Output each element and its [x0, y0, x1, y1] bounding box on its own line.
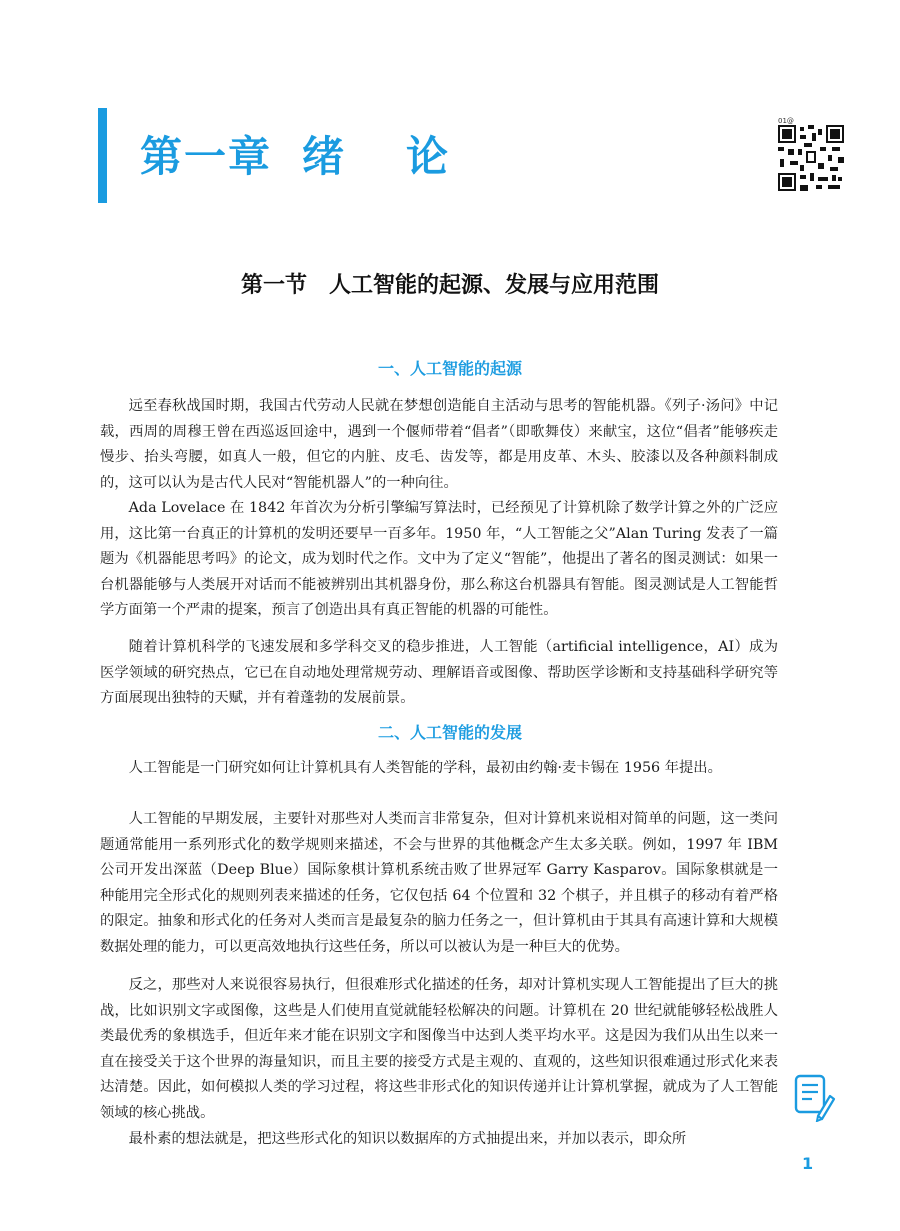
chapter-title-word-2: 论	[406, 132, 451, 181]
paragraph-origin-3: 随着计算机科学的飞速发展和多学科交叉的稳步推进，人工智能（artificial intelligence，AI）成为医学领域的研究热点，它已在自动地处理常规劳动、理解语音或图像、帮助医学诊断和支持基础科学研究等方面展现出独特的天赋，并有着蓬勃的发展前景。	[100, 639, 778, 706]
page-number: 1	[802, 1154, 814, 1173]
chapter-accent-bar	[98, 108, 107, 203]
qr-code-label: 01@	[778, 117, 794, 125]
paragraph-development-2: 人工智能的早期发展，主要针对那些对人类而言非常复杂，但对计算机来说相对简单的问题，这一类问题通常能用一系列形式化的数学规则来描述，不会与世界的其他概念产生太多关联。例如，1997 年 IBM 公司开发出深蓝（Deep Blue）国际象棋计算机系统击败了世界冠军 Garry Kasparov。国际象棋就是一种能用完全形式化的规则列表来描述的任务，它仅包括 64 个位置和 32 个棋子，并且棋子的移动有着严格的限定。抽象和形式化的任务对人类而言是最复杂的脑力任务之一，但计算机由于其具有高速计算和大规模数据处理的能力，可以更高效地执行这些任务，所以可以被认为是一种巨大的优势。	[100, 811, 778, 955]
subsection-heading-development: 二、人工智能的发展	[377, 723, 522, 742]
paragraph-origin-1: 远至春秋战国时期，我国古代劳动人民就在梦想创造能自主活动与思考的智能机器。《列子·汤问》中记载，西周的周穆王曾在西巡返回途中，遇到一个偃师带着“倡者”（即歌舞伎）来献宝，这位“倡者”能够疾走慢步、抬头弯腰，如真人一般，但它的内脏、皮毛、齿发等，都是用皮革、木头、胶漆以及各种颜料制成的，这可以认为是古代人民对“智能机器人”的一种向往。	[100, 398, 778, 491]
subsection-heading-origin: 一、人工智能的起源	[377, 359, 522, 378]
section-label: 第一节	[240, 273, 307, 298]
paragraph-development-3: 反之，那些对人来说很容易执行，但很难形式化描述的任务，却对计算机实现人工智能提出了巨大的挑战，比如识别文字或图像，这些是人们使用直觉就能轻松解决的问题。计算机在 20 世纪就能够轻松战胜人类最优秀的象棋选手，但近年来才能在识别文字和图像当中达到人类平均水平。这是因为我们从出生以来一直在接受关于这个世界的海量知识，而且主要的接受方式是主观的、直观的，这些知识很难通过形式化来表达清楚。因此，如何模拟人类的学习过程，将这些非形式化的知识传递并让计算机掌握，就成为了人工智能领域的核心挑战。	[100, 977, 778, 1121]
notes-icon[interactable]	[792, 1072, 836, 1122]
paragraph-development-4: 最朴素的想法就是，把这些形式化的知识以数据库的方式抽提出来，并加以表示，即众所	[128, 1131, 687, 1147]
chapter-title-number: 第一章	[140, 132, 273, 181]
qr-code-icon[interactable]	[778, 125, 844, 191]
chapter-title-word-1: 绪	[302, 132, 347, 181]
paragraph-development-1: 人工智能是一门研究如何让计算机具有人类智能的学科，最初由约翰·麦卡锡在 1956 年提出。	[128, 760, 722, 776]
section-heading: 人工智能的起源、发展与应用范围	[329, 273, 660, 298]
paragraph-origin-2: Ada Lovelace 在 1842 年首次为分析引擎编写算法时，已经预见了计算机除了数学计算之外的广泛应用，这比第一台真正的计算机的发明还要早一百多年。1950 年，“人工智能之父”Alan Turing 发表了一篇题为《机器能思考吗》的论文，成为划时代之作。文中为了定义“智能”，他提出了著名的图灵测试：如果一台机器能够与人类展开对话而不能被辨别出其机器身份，那么称这台机器具有智能。图灵测试是人工智能哲学方面第一个严肃的提案，预言了创造出具有真正智能的机器的可能性。	[100, 500, 778, 618]
chapter-title	[140, 124, 450, 184]
section-title	[0, 268, 900, 299]
